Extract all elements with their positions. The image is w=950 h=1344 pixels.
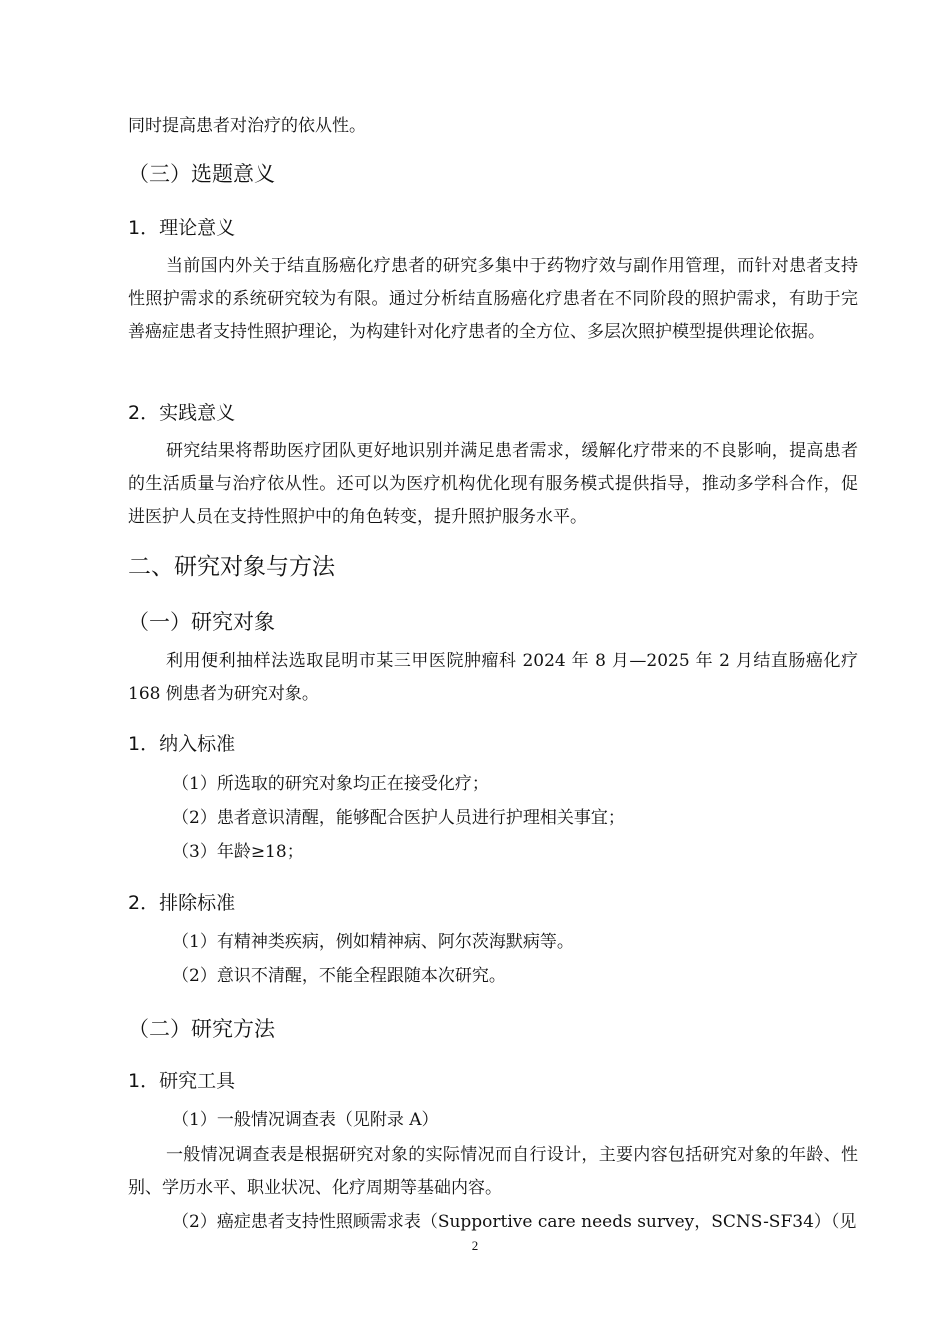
- subheading-exclusion: 2．排除标准: [128, 892, 236, 914]
- subheading-theory: 1．理论意义: [128, 217, 236, 239]
- exclusion-item-1: （1）有精神类疾病，例如精神病、阿尔茨海默病等。: [172, 932, 574, 952]
- paragraph-practice: 研究结果将帮助医疗团队更好地识别并满足患者需求，缓解化疗带来的不良影响，提高患者的生活质量与治疗依从性。还可以为医疗机构优化现有服务模式提供指导，推动多学科合作，促进医护人员在支持性照护中的角色转变，提升照护服务水平。: [128, 441, 858, 527]
- paragraph-tool-1: 一般情况调查表是根据研究对象的实际情况而自行设计，主要内容包括研究对象的年龄、性别、学历水平、职业状况、化疗周期等基础内容。: [128, 1145, 858, 1198]
- subheading-inclusion: 1．纳入标准: [128, 733, 236, 755]
- paragraph-continuation: 同时提高患者对治疗的依从性。: [128, 116, 366, 136]
- page-number: 2: [471, 1238, 479, 1253]
- exclusion-item-2: （2）意识不清醒，不能全程跟随本次研究。: [172, 966, 506, 986]
- subheading-tools: 1．研究工具: [128, 1070, 236, 1092]
- paragraph-theory: 当前国内外关于结直肠癌化疗患者的研究多集中于药物疗效与副作用管理，而针对患者支持性照护需求的系统研究较为有限。通过分析结直肠癌化疗患者在不同阶段的照护需求，有助于完善癌症患者支持性照护理论，为构建针对化疗患者的全方位、多层次照护模型提供理论依据。: [128, 256, 858, 342]
- section-heading-significance: （三）选题意义: [128, 162, 275, 186]
- section-heading-subjects: （一）研究对象: [128, 610, 275, 634]
- tool-item-2: （2）癌症患者支持性照顾需求表（Supportive care needs survey，SCNS-SF34）（见: [172, 1212, 857, 1232]
- tool-item-1: （1）一般情况调查表（见附录 A）: [172, 1110, 439, 1130]
- subheading-practice: 2．实践意义: [128, 402, 236, 424]
- inclusion-item-1: （1）所选取的研究对象均正在接受化疗；: [172, 774, 489, 794]
- section-heading-methods: （二）研究方法: [128, 1017, 275, 1041]
- chapter-heading: 二、研究对象与方法: [128, 554, 335, 580]
- inclusion-item-3: （3）年龄≥18；: [172, 842, 304, 862]
- inclusion-item-2: （2）患者意识清醒，能够配合医护人员进行护理相关事宜；: [172, 808, 625, 828]
- paragraph-subjects: 利用便利抽样法选取昆明市某三甲医院肿瘤科 2024 年 8 月—2025 年 2 月结直肠癌化疗 168 例患者为研究对象。: [128, 651, 858, 704]
